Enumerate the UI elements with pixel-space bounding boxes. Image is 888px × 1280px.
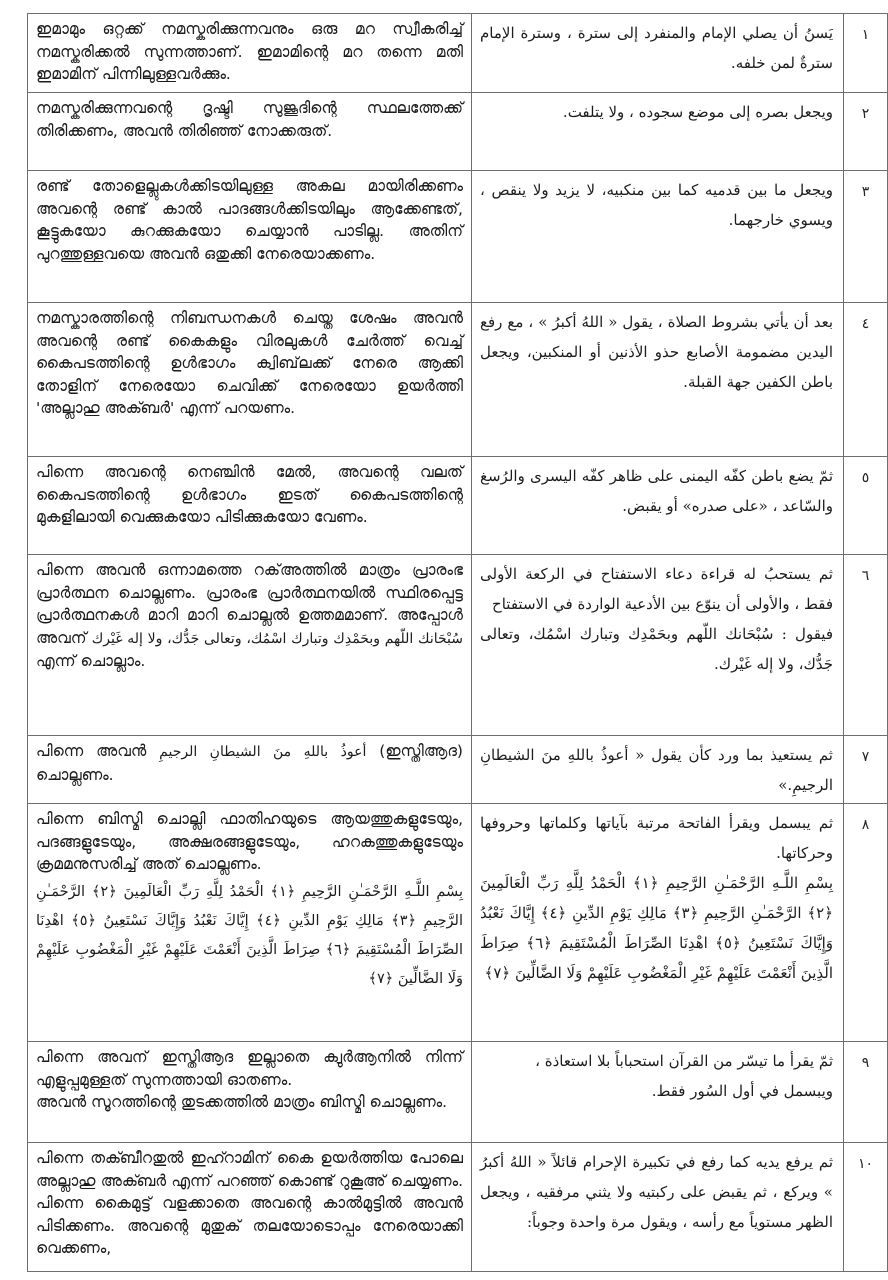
arabic-cell: [472, 171, 844, 303]
malayalam-text-line1: പിന്നെ അവന് ഇസ്തിആദ ഇല്ലാതെ ക്വുർആനിൽ നിന്ന് എളുപ്പമുള്ളത് സുന്നത്തായി ഓതണം.: [36, 1048, 463, 1089]
arabic-cell: [472, 555, 844, 736]
row-number-cell: [844, 171, 888, 303]
table-row: [28, 93, 888, 171]
malayalam-text: നമസ്കരിക്കുന്നവന്റെ ദൃഷ്ടി സുജൂദിന്റെ സ്ഥലത്തേക്ക് തിരിക്കണം, അവൻ തിരിഞ്ഞ് നോക്കരുത്.: [36, 99, 463, 140]
malayalam-cell: [28, 1042, 472, 1143]
arabic-text: ثم يرفع يديه كما رفع في تكبيرة الإحرام قائلاً « اللهُ أكبرُ » ويركع ، ثم يقبض على ركبتيه ولا يثني مرفقيه ، ويجعل الظهر مستوياً مع رأسه ، ويقول مرة واحدة وجوباً:: [480, 1153, 833, 1231]
row-number-cell: [844, 457, 888, 555]
malayalam-cell: [28, 555, 472, 736]
malayalam-cell: [28, 457, 472, 555]
malayalam-text: [36, 559, 463, 673]
malayalam-cell: [28, 303, 472, 457]
malayalam-cell: [28, 804, 472, 1042]
row-number: ١٠: [857, 1156, 874, 1172]
row-number: ٧: [861, 749, 870, 765]
arabic-cell: [472, 804, 844, 1042]
arabic-text-quote: فيقول : سُبْحَانك اللّهم وبحَمْدِك وتبارك اسْمُك، وتعالى جَدُّك، ولا إله غَيْرك.: [480, 625, 833, 673]
table-row: [28, 804, 888, 1042]
malayalam-cell: [28, 1143, 472, 1272]
table-row: [28, 457, 888, 555]
row-number-cell: [844, 736, 888, 804]
arabic-cell: [472, 303, 844, 457]
table-row: [28, 303, 888, 457]
arabic-text: [480, 1046, 833, 1106]
arabic-text-main: ثم يبسمل ويقرأ الفاتحة مرتبة بآياتها وكلماتها وحروفها وحركاتها.: [480, 814, 833, 862]
arabic-cell: [472, 14, 844, 93]
row-number-cell: [844, 14, 888, 93]
row-number: ٦: [861, 568, 870, 584]
row-number: ٨: [861, 817, 870, 833]
table-row: [28, 1042, 888, 1143]
row-number: ٥: [861, 470, 870, 486]
arabic-text-line2: ويبسمل في أول السُور فقط.: [651, 1082, 833, 1100]
malayalam-text-tail: (ഇസ്തിആദ) ചൊല്ലണം.: [36, 742, 463, 784]
arabic-text: [480, 559, 833, 679]
arabic-cell: [472, 736, 844, 804]
arabic-text-fatiha: بِسْمِ اللَّـهِ الرَّحْمَـٰنِ الرَّحِيمِ ﴿١﴾ الْحَمْدُ لِلَّهِ رَبِّ الْعَالَمِينَ ﴿٢﴾ الرَّحْمَـٰنِ الرَّحِيمِ ﴿٣﴾ مَالِكِ يَوْمِ الدِّينِ ﴿٤﴾ إِيَّاكَ نَعْبُدُ وَإِيَّاكَ نَسْتَعِينُ ﴿٥﴾ اهْدِنَا الصِّرَاطَ الْمُسْتَقِيمَ ﴿٦﴾ صِرَاطَ الَّذِينَ أَنْعَمْتَ عَلَيْهِمْ غَيْرِ الْمَغْضُوبِ عَلَيْهِمْ وَلَا الضَّالِّينَ ﴿٧﴾: [480, 874, 833, 982]
table-row: [28, 555, 888, 736]
malayalam-text: [36, 740, 463, 786]
arabic-text: بعد أن يأتي بشروط الصلاة ، يقول « اللهُ أكبرُ » ، مع رفع اليدين مضمومة الأصابع حذو الأذنين أو المنكبين، ويجعل باطن الكفين جهة القبلة.: [480, 313, 833, 391]
malayalam-text: രണ്ട് തോളെല്ലുകൾക്കിടയിലുള്ള അകല മായിരിക്കണം അവന്റെ രണ്ട് കാൽ പാദങ്ങൾക്കിടയിലും ആക്കേണ്ടത്, കൂട്ടുകയോ കുറക്കുകയോ ചെയ്യാൻ പാടില്ല. അതിന് പുറത്തുള്ളവയെ അവൻ ഒതുക്കി നേരെയാക്കണം.: [36, 177, 463, 263]
row-number-cell: [844, 1143, 888, 1272]
malayalam-text: പിന്നെ തക്ബീറതുൽ ഇഹ്റാമിന് കൈ ഉയർത്തിയ പോലെ അല്ലാഹു അക്ബർ എന്ന് പറഞ്ഞ് കൊണ്ട് റുകൂഅ് ചെയ്യണം. പിന്നെ കൈമുട്ട് വളക്കാതെ അവന്റെ കാൽമുട്ടിൽ അവൻ പിടിക്കണം. അവന്റെ മുതുക് തലയോടൊപ്പം നേരെയാക്കി വെക്കണം,: [36, 1149, 463, 1257]
malayalam-text-lead: പിന്നെ അവൻ ഒന്നാമത്തെ റക്അത്തിൽ മാത്രം പ്രാരംഭ പ്രാർത്ഥന ചൊല്ലണം. പ്രാരംഭ പ്രാർത്ഥനയിൽ സ്ഥിരപ്പെട്ട പ്രാർത്ഥനകൾ മാറി മാറി ചൊല്ലൽ ഉത്തമമാണ്. അപ്പോൾ അവന്: [36, 561, 463, 647]
malayalam-cell: [28, 171, 472, 303]
inline-arabic-istiadha: أعوذُ باللهِ منَ الشيطانِ الرجيمِ: [159, 744, 367, 760]
table-row: [28, 1143, 888, 1272]
malayalam-cell: [28, 736, 472, 804]
row-number: ٣: [861, 184, 870, 200]
arabic-text-line1: ثمّ يقرأ ما تيسّر من القرآن استحباباً بلا استعاذة ،: [535, 1052, 833, 1070]
malayalam-text: [36, 808, 463, 994]
arabic-text: يَسنُ أن يصلي الإمام والمنفرد إلى سترة ، وسترة الإمام سترةٌ لمن خلفه.: [480, 24, 833, 72]
table-row: [28, 14, 888, 93]
inline-arabic-fatiha: بِسْمِ اللَّـهِ الرَّحْمَـٰنِ الرَّحِيمِ ﴿١﴾ الْحَمْدُ لِلَّهِ رَبِّ الْعَالَمِينَ ﴿٢﴾ الرَّحْمَـٰنِ الرَّحِيمِ ﴿٣﴾ مَالِكِ يَوْمِ الدِّينِ ﴿٤﴾ إِيَّاكَ نَعْبُدُ وَإِيَّاكَ نَسْتَعِينُ ﴿٥﴾ اهْدِنَا الصِّرَاطَ الْمُسْتَقِيمَ ﴿٦﴾ صِرَاطَ الَّذِينَ أَنْعَمْتَ عَلَيْهِمْ غَيْرِ الْمَغْضُوبِ عَلَيْهِمْ وَلَا الضَّالِّينَ ﴿٧﴾: [36, 883, 463, 987]
arabic-text: ثم يستعيذ بما ورد كأن يقول « أعوذُ باللهِ منَ الشيطانِ الرجيمِ.»: [480, 746, 833, 794]
row-number-cell: [844, 555, 888, 736]
row-number: ١: [861, 27, 870, 43]
row-number-cell: [844, 1042, 888, 1143]
arabic-text: ويجعل بصره إلى موضع سجوده ، ولا يتلفت.: [562, 103, 833, 121]
row-number: ٩: [861, 1055, 870, 1071]
malayalam-text: ഇമാമും ഒറ്റക്ക് നമസ്കരിക്കുന്നവനും ഒരു മറ സ്വീകരിച്ച് നമസ്കരിക്കൽ സുന്നത്താണ്. ഇമാമിന്റെ മറ തന്നെ മതി ഇമാമിന് പിന്നിലുള്ളവർക്കും.: [36, 20, 463, 83]
bilingual-prayer-table: [27, 13, 888, 1272]
malayalam-text-tail: എന്ന് ചൊല്ലാം.: [36, 652, 146, 670]
table-row: [28, 736, 888, 804]
arabic-cell: [472, 1042, 844, 1143]
malayalam-text: പിന്നെ അവന്റെ നെഞ്ചിൻ മേൽ, അവന്റെ വലത് കൈപടത്തിന്റെ ഉൾഭാഗം ഇടത് കൈപടത്തിന്റെ മുകളിലായി വെക്കുകയോ പിടിക്കുകയോ വേണം.: [36, 463, 463, 526]
malayalam-cell: [28, 14, 472, 93]
malayalam-cell: [28, 93, 472, 171]
arabic-cell: [472, 457, 844, 555]
malayalam-text-lead: പിന്നെ ബിസ്മി ചൊല്ലി ഫാതിഹയുടെ ആയത്തുകളുടേയും, പദങ്ങളുടേയും, അക്ഷരങ്ങളുടേയും, ഹറകത്തുകളുടേയും ക്രമമനുസരിച്ച് അത് ചൊല്ലണം.: [36, 810, 463, 873]
row-number-cell: [844, 303, 888, 457]
arabic-text: [480, 808, 833, 988]
arabic-text-main: ثم يستحبُ له قراءة دعاء الاستفتاح في الركعة الأولى فقط ، والأولى أن ينوّع بين الأدعية الواردة في الاستفتاح: [480, 565, 833, 613]
arabic-cell: [472, 93, 844, 171]
arabic-text: ويجعل ما بين قدميه كما بين منكبيه، لا يزيد ولا ينقص ، ويسوي خارجهما.: [480, 181, 833, 229]
row-number-cell: [844, 93, 888, 171]
row-number-cell: [844, 804, 888, 1042]
row-number: ٢: [861, 106, 870, 122]
malayalam-text: [36, 1046, 463, 1114]
malayalam-text: നമസ്കാരത്തിന്റെ നിബന്ധനകൾ ചെയ്ത ശേഷം അവൻ അവന്റെ രണ്ട് കൈകളും വിരലുകൾ ചേർത്ത് വെച്ച് കൈപടത്തിന്റെ ഉൾഭാഗം ക്വിബ്‌ലക്ക് നേരെ ആക്കി തോളിന് നേരെയോ ചെവിക്ക് നേരെയോ ഉയർത്തി 'അല്ലാഹു അക്ബർ' എന്ന് പറയണം.: [36, 309, 463, 417]
table-row: [28, 171, 888, 303]
arabic-cell: [472, 1143, 844, 1272]
arabic-text: ثمّ يضع باطن كفّه اليمنى على ظاهر كفّه اليسرى والرُسغ والسّاعد ، «على صدره» أو يقبض.: [480, 467, 833, 515]
row-number: ٤: [861, 316, 870, 332]
malayalam-text-lead: പിന്നെ അവൻ: [36, 742, 147, 760]
inline-arabic-dua: سُبْحَانك اللّهم وبحَمْدِك وتبارك اسْمُك، وتعالى جَدُّك، ولا إله غَيْرك: [91, 630, 463, 647]
malayalam-text-line2: അവൻ സൂറത്തിന്റെ തുടക്കത്തിൽ മാത്രം ബിസ്മി ചൊല്ലണം.: [36, 1093, 448, 1111]
